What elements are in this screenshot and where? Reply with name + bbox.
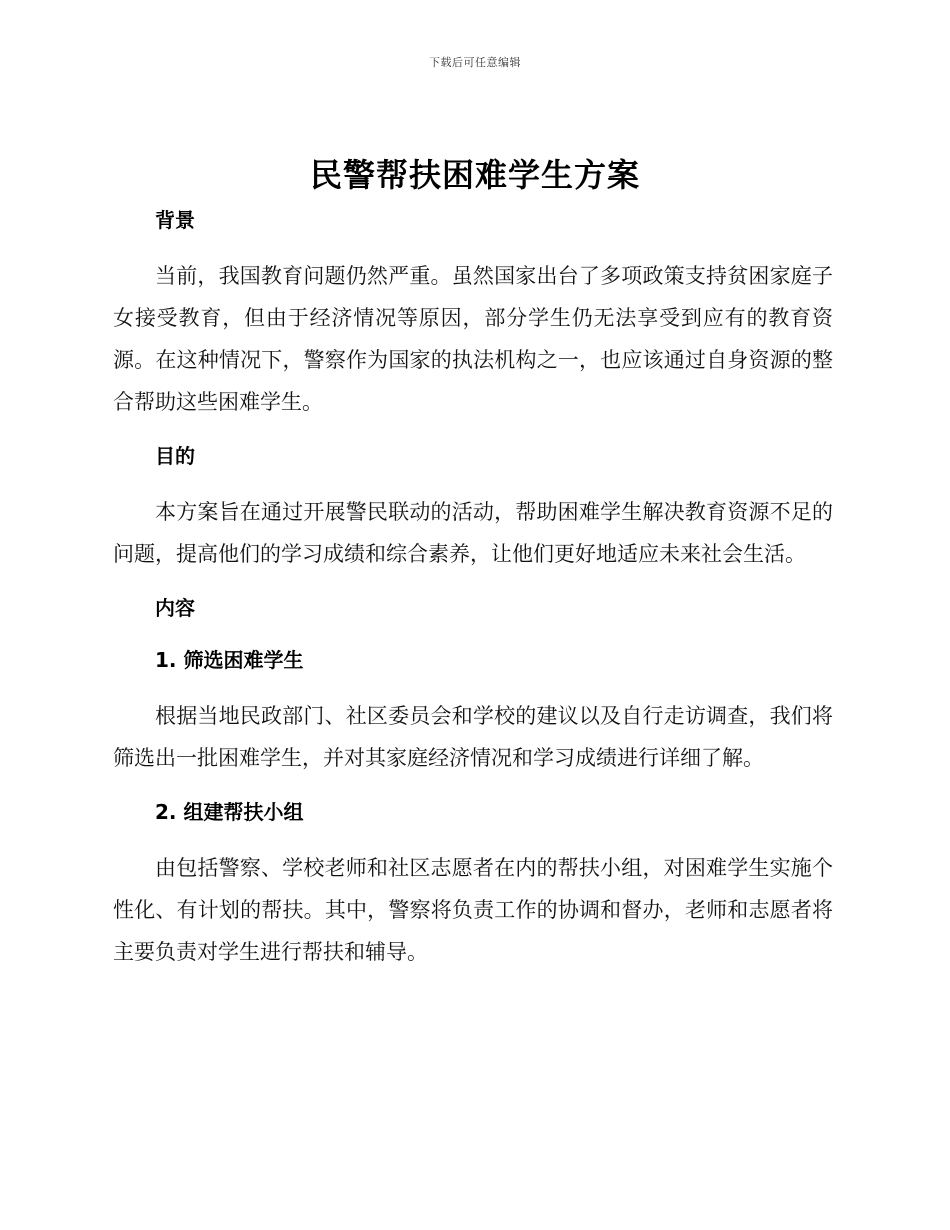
section-heading-team: 2. 组建帮扶小组 xyxy=(155,800,304,824)
document-title: 民警帮扶困难学生方案 xyxy=(309,156,640,194)
section-team xyxy=(113,795,833,973)
section-heading-screening: 1. 筛选困难学生 xyxy=(155,648,304,672)
section-screening xyxy=(113,643,833,779)
section-paragraph-background: 当前，我国教育问题仍然严重。虽然国家出台了多项政策支持贫困家庭子女接受教育，但由于经济情况等原因，部分学生仍无法享受到应有的教育资源。在这种情况下，警察作为国家的执法机构之一，也应该通过自身资源的整合帮助这些困难学生。 xyxy=(113,264,833,414)
section-paragraph-screening: 根据当地民政部门、社区委员会和学校的建议以及自行走访调查，我们将筛选出一批困难学生，并对其家庭经济情况和学习成绩进行详细了解。 xyxy=(113,704,833,770)
section-heading-background: 背景 xyxy=(155,208,195,232)
section-heading-purpose: 目的 xyxy=(155,444,195,468)
section-paragraph-purpose: 本方案旨在通过开展警民联动的活动，帮助困难学生解决教育资源不足的问题，提高他们的学习成绩和综合素养，让他们更好地适应未来社会生活。 xyxy=(113,500,833,566)
section-paragraph-team: 由包括警察、学校老师和社区志愿者在内的帮扶小组，对困难学生实施个性化、有计划的帮扶。其中，警察将负责工作的协调和督办，老师和志愿者将主要负责对学生进行帮扶和辅导。 xyxy=(113,856,833,964)
header-note: 下载后可任意编辑 xyxy=(429,56,521,69)
section-heading-content: 内容 xyxy=(155,596,195,620)
section-purpose xyxy=(113,439,833,575)
document-body xyxy=(113,203,833,973)
section-background xyxy=(113,203,833,423)
section-content xyxy=(113,591,833,625)
